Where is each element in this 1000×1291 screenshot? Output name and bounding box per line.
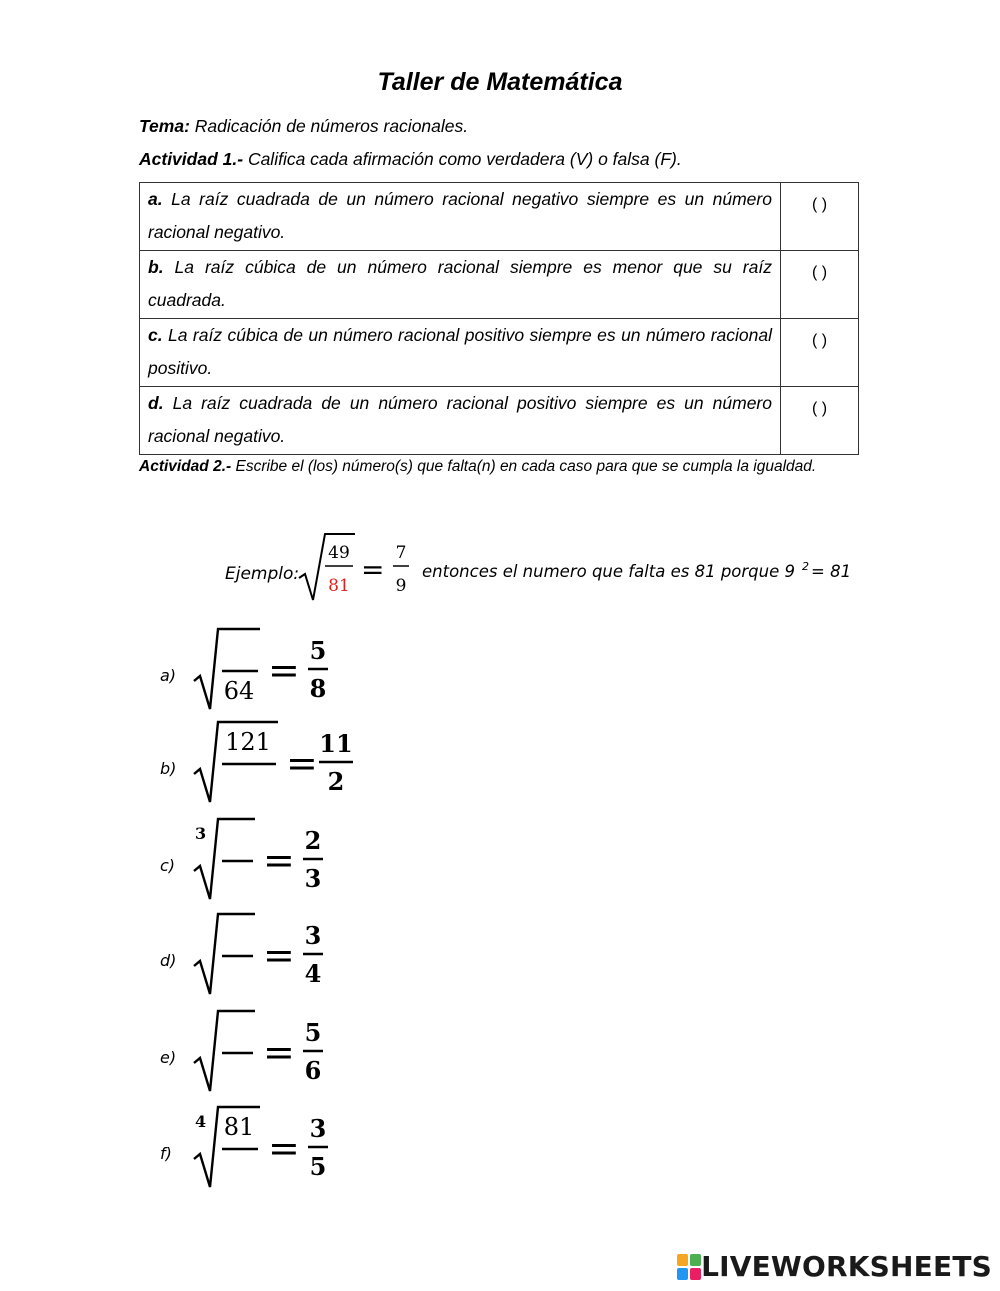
exercise-equation	[158, 815, 398, 907]
ejemplo-exponent: 2	[802, 560, 809, 573]
exercise-equation	[158, 910, 398, 1002]
radical-sign	[194, 1011, 255, 1091]
ejemplo-denominator: 81	[328, 576, 350, 596]
exercise-label: f)	[160, 1144, 172, 1163]
result-numerator: 3	[309, 1114, 327, 1143]
ejemplo-numerator: 49	[328, 543, 350, 563]
statement-text-cell	[140, 319, 781, 387]
actividad1-heading	[139, 149, 682, 170]
liveworksheets-logo-icon	[677, 1254, 701, 1280]
actividad2-heading	[139, 452, 859, 482]
actividad1-table	[139, 182, 859, 455]
answer-blank[interactable]: ( )	[781, 319, 859, 387]
radicand-numerator-blank[interactable]: 121	[225, 728, 271, 756]
equals-sign: =	[286, 741, 318, 785]
liveworksheets-watermark	[677, 1250, 992, 1283]
equals-sign: =	[263, 933, 295, 977]
radical-sign	[194, 914, 255, 994]
exercise-label: b)	[160, 759, 177, 778]
exercise-equation	[158, 625, 398, 717]
actividad1-instruction: Califica cada afirmación como verdadera (V) o falsa (F).	[247, 149, 682, 169]
ejemplo-label: Ejemplo:	[225, 564, 300, 584]
statement-row	[140, 251, 859, 319]
result-denominator: 8	[309, 674, 327, 703]
result-denominator: 3	[304, 864, 322, 893]
statement-text-cell	[140, 183, 781, 251]
result-denominator: 5	[309, 1152, 327, 1181]
page-title: Taller de Matemática	[377, 68, 623, 96]
exercise-label: d)	[160, 951, 177, 970]
statement-letter: d.	[148, 393, 164, 413]
exercise-label: a)	[160, 666, 177, 685]
exercise-equation	[158, 1007, 398, 1099]
answer-blank[interactable]: ( )	[781, 183, 859, 251]
root-index: 4	[195, 1112, 207, 1131]
exercise-label: e)	[160, 1048, 177, 1067]
statement-text: La raíz cúbica de un número racional siempre es menor que su raíz cuadrada.	[148, 257, 772, 310]
exercise-equation	[158, 1103, 398, 1195]
radicand-denominator-blank[interactable]: 64	[223, 677, 255, 705]
equals-sign: =	[268, 648, 300, 692]
result-numerator: 3	[304, 921, 322, 950]
tema-text: Radicación de números racionales.	[194, 116, 469, 136]
statement-letter: c.	[148, 325, 163, 345]
result-numerator: 2	[304, 826, 322, 855]
tema-line	[139, 116, 468, 137]
ejemplo-tail: = 81	[811, 562, 852, 581]
statement-row	[140, 387, 859, 455]
root-index: 3	[195, 824, 207, 843]
result-denominator: 6	[304, 1056, 322, 1085]
equals-sign: =	[268, 1126, 300, 1170]
actividad2-label: Actividad 2.-	[139, 458, 232, 475]
statement-text: La raíz cuadrada de un número racional positivo siempre es un número racional negativo.	[148, 393, 772, 446]
actividad1-label: Actividad 1.-	[139, 149, 244, 169]
answer-blank[interactable]: ( )	[781, 251, 859, 319]
ejemplo-explanation: entonces el numero que falta es 81 porque 9	[422, 562, 796, 581]
equals-sign: =	[263, 1030, 295, 1074]
result-denominator: 4	[304, 959, 322, 988]
statement-letter: a.	[148, 189, 163, 209]
exercise-equation	[158, 718, 398, 810]
statement-row	[140, 319, 859, 387]
equals-sign: =	[263, 838, 295, 882]
result-numerator: 11	[319, 729, 353, 758]
ejemplo-result-num: 7	[395, 543, 407, 563]
statement-text: La raíz cuadrada de un número racional negativo siempre es un número racional negativo.	[148, 189, 772, 242]
statement-text-cell	[140, 251, 781, 319]
ejemplo-equals: =	[361, 553, 385, 586]
radicand-numerator-blank[interactable]: 81	[223, 1113, 255, 1141]
statement-text-cell	[140, 387, 781, 455]
statement-text: La raíz cúbica de un número racional positivo siempre es un número racional positivo.	[148, 325, 772, 378]
ejemplo-equation	[225, 528, 865, 608]
result-numerator: 5	[309, 636, 327, 665]
liveworksheets-wordmark: LIVEWORKSHEETS	[701, 1250, 992, 1283]
tema-label: Tema:	[139, 116, 190, 136]
actividad2-instruction: Escribe el (los) número(s) que falta(n) en cada caso para que se cumpla la igualdad.	[235, 458, 817, 475]
statement-row	[140, 183, 859, 251]
ejemplo-result-den: 9	[395, 576, 407, 596]
statement-letter: b.	[148, 257, 164, 277]
result-numerator: 5	[304, 1018, 322, 1047]
result-denominator: 2	[327, 767, 345, 796]
exercise-label: c)	[160, 856, 176, 875]
answer-blank[interactable]: ( )	[781, 387, 859, 455]
